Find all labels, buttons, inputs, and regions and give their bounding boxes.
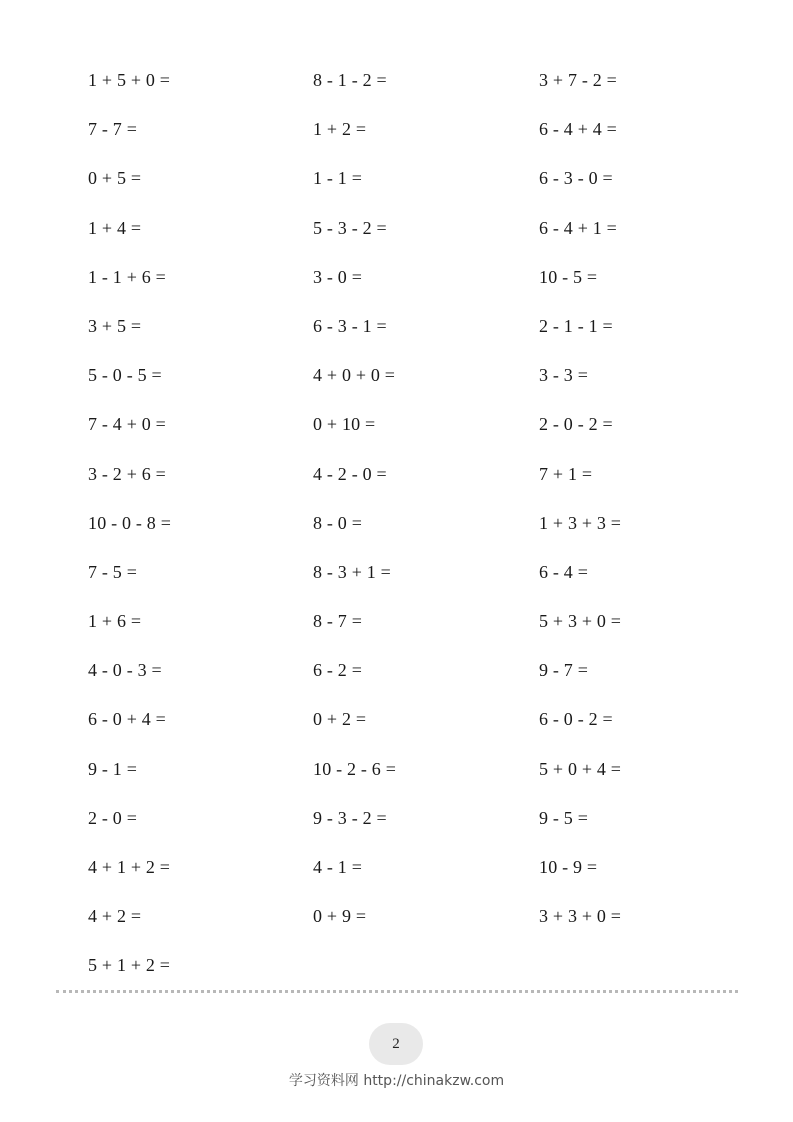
math-problem: 6 - 3 - 0 = [539, 168, 613, 189]
math-problem: 1 + 6 = [88, 611, 142, 632]
dotted-divider [56, 990, 738, 993]
math-problem: 1 - 1 + 6 = [88, 266, 166, 287]
math-problem: 7 - 4 + 0 = [88, 414, 166, 435]
math-problem: 1 + 5 + 0 = [88, 70, 171, 90]
math-problem: 5 - 3 - 2 = [313, 217, 387, 238]
math-problem: 3 + 5 = [88, 315, 142, 336]
problem-row [88, 804, 728, 853]
page-number: 2 [392, 1035, 400, 1052]
math-problem: 9 - 3 - 2 = [313, 807, 387, 828]
math-problem: 6 - 3 - 1 = [313, 315, 387, 336]
math-problem: 4 + 0 + 0 = [313, 365, 396, 386]
math-problem: 2 - 0 = [88, 807, 138, 828]
math-problem: 1 - 1 = [313, 168, 363, 189]
problem-row [88, 656, 728, 705]
problem-row [88, 755, 728, 804]
math-problem: 4 - 2 - 0 = [313, 463, 387, 484]
problem-row [88, 607, 728, 656]
problem-row [88, 853, 728, 902]
math-problem: 5 - 0 - 5 = [88, 365, 162, 386]
math-problem: 8 - 1 - 2 = [313, 70, 387, 90]
problem-row [88, 263, 728, 312]
problem-row [88, 902, 728, 951]
problem-row [88, 312, 728, 361]
math-problem: 4 - 0 - 3 = [88, 660, 162, 681]
math-problem: 3 - 0 = [313, 266, 363, 287]
math-problem: 5 + 1 + 2 = [88, 955, 171, 976]
math-problem: 1 + 3 + 3 = [539, 512, 622, 533]
math-problem: 6 - 4 = [539, 561, 589, 582]
math-problem: 7 + 1 = [539, 463, 593, 484]
math-problem: 0 + 9 = [313, 906, 367, 927]
math-problem: 7 - 5 = [88, 561, 138, 582]
math-problem: 10 - 0 - 8 = [88, 512, 172, 533]
math-problem: 3 + 3 + 0 = [539, 906, 622, 927]
math-problem: 0 + 5 = [88, 168, 142, 189]
problem-row [88, 509, 728, 558]
math-problem: 2 - 0 - 2 = [539, 414, 613, 435]
problem-grid [88, 66, 728, 1001]
math-problem: 8 - 0 = [313, 512, 363, 533]
problem-row [88, 460, 728, 509]
math-problem: 9 - 5 = [539, 807, 589, 828]
math-problem: 10 - 9 = [539, 857, 598, 877]
page-number-badge [369, 1023, 423, 1065]
math-problem: 5 + 3 + 0 = [539, 611, 622, 632]
problem-row [88, 164, 728, 213]
math-problem: 8 - 7 = [313, 611, 363, 632]
problem-row [88, 558, 728, 607]
footer-watermark: 学习资料网 http://chinakzw.com [288, 1073, 505, 1089]
math-problem: 1 + 4 = [88, 217, 142, 238]
problem-row [88, 214, 728, 263]
math-problem: 6 - 4 + 1 = [539, 217, 617, 238]
problem-row [88, 361, 728, 410]
math-problem: 0 + 2 = [313, 709, 367, 730]
math-problem: 4 + 1 + 2 = [88, 857, 171, 877]
math-problem: 6 - 0 + 4 = [88, 709, 166, 730]
math-problem: 8 - 3 + 1 = [313, 561, 391, 582]
problem-row [88, 705, 728, 754]
problem-row [88, 410, 728, 459]
math-problem: 2 - 1 - 1 = [539, 315, 613, 336]
math-problem: 6 - 0 - 2 = [539, 709, 613, 730]
math-problem: 3 + 7 - 2 = [539, 70, 617, 90]
math-problem: 3 - 3 = [539, 365, 589, 386]
math-problem: 4 + 2 = [88, 906, 142, 927]
math-problem: 0 + 10 = [313, 414, 376, 435]
math-problem: 9 - 7 = [539, 660, 589, 681]
math-problem: 4 - 1 = [313, 857, 363, 877]
math-problem: 3 - 2 + 6 = [88, 463, 166, 484]
problem-row [88, 66, 728, 115]
math-problem: 7 - 7 = [88, 119, 138, 140]
math-problem: 10 - 2 - 6 = [313, 758, 397, 779]
math-problem: 6 - 2 = [313, 660, 363, 681]
problem-row [88, 115, 728, 164]
math-problem: 6 - 4 + 4 = [539, 119, 617, 140]
problem-row [88, 951, 728, 1000]
math-problem: 5 + 0 + 4 = [539, 758, 622, 779]
math-problem: 9 - 1 = [88, 758, 138, 779]
math-problem: 10 - 5 = [539, 266, 598, 287]
math-problem: 1 + 2 = [313, 119, 367, 140]
